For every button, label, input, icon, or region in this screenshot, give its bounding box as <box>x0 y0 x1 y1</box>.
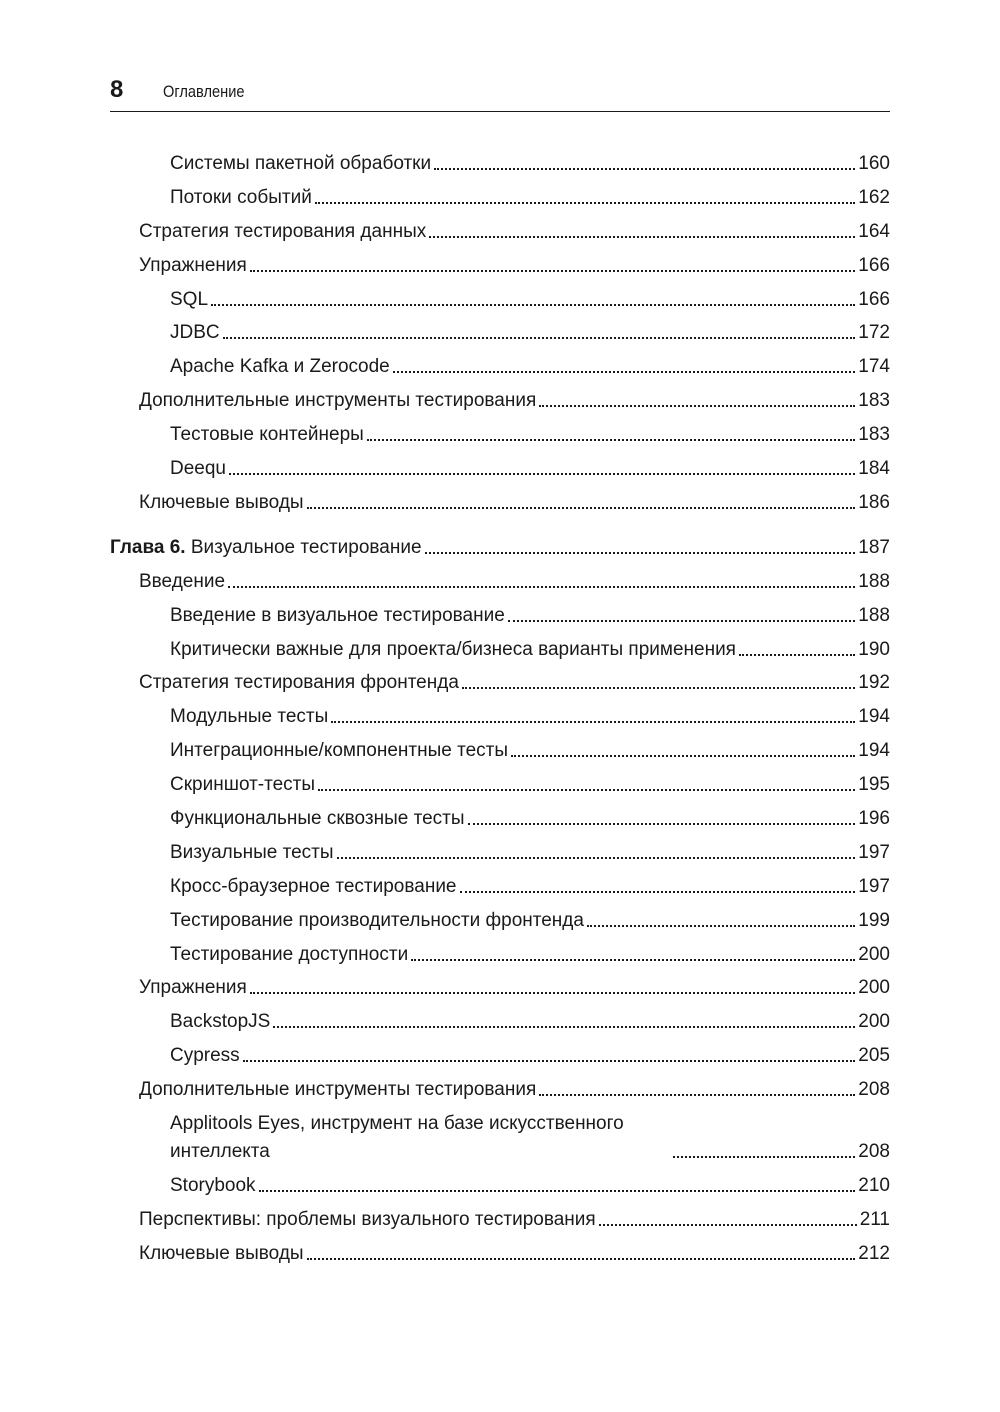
toc-entry-title: Дополнительные инструменты тестирования <box>139 390 537 412</box>
toc-entry-title: Критически важные для проекта/бизнеса варианты применения <box>170 638 736 660</box>
dot-leader <box>229 473 855 475</box>
toc-entry-title: Applitools Eyes, инструмент на базе искусственного интеллекта <box>170 1113 624 1162</box>
toc-page-number: 160 <box>858 153 890 174</box>
toc-page-number: 184 <box>858 458 890 480</box>
dot-leader <box>228 586 855 588</box>
toc-entry[interactable] <box>110 252 890 279</box>
toc-entry-title <box>110 534 422 561</box>
toc-page-number: 166 <box>858 254 890 276</box>
toc-entry[interactable] <box>110 319 890 346</box>
toc-page-number: 188 <box>858 570 890 592</box>
toc-entry-title: Упражнения <box>139 977 247 999</box>
toc-entry-title: JDBC <box>170 322 220 344</box>
table-of-contents <box>110 150 890 1274</box>
dot-leader <box>599 1224 857 1226</box>
toc-entry[interactable] <box>110 1110 890 1165</box>
dot-leader <box>367 439 856 441</box>
dot-leader <box>462 687 855 689</box>
toc-page-number: 199 <box>858 909 890 931</box>
dot-leader <box>250 270 855 272</box>
toc-page-number: 196 <box>858 808 890 830</box>
toc-entry[interactable] <box>110 737 890 764</box>
toc-page-number: 205 <box>858 1045 890 1067</box>
toc-page-number: 197 <box>858 841 890 863</box>
dot-leader <box>425 552 856 554</box>
toc-page-number: 187 <box>858 536 890 558</box>
toc-entry[interactable] <box>110 941 890 968</box>
dot-leader <box>337 857 856 859</box>
toc-entry[interactable] <box>110 1042 890 1069</box>
toc-entry[interactable] <box>110 1206 890 1233</box>
toc-entry-title: Тестовые контейнеры <box>170 424 364 446</box>
toc-entry-title: Тестирование доступности <box>170 943 409 965</box>
toc-page-number: 183 <box>858 424 890 446</box>
toc-page-number: 190 <box>858 638 890 660</box>
dot-leader <box>539 1094 855 1096</box>
dot-leader <box>587 925 855 927</box>
toc-entry[interactable] <box>110 150 890 177</box>
dot-leader <box>223 337 856 339</box>
toc-entry[interactable] <box>110 387 890 414</box>
toc-entry[interactable] <box>110 353 890 380</box>
toc-entry[interactable] <box>110 489 890 516</box>
toc-page-number: 194 <box>858 706 890 728</box>
toc-entry-title: Дополнительные инструменты тестирования <box>139 1079 537 1101</box>
running-title: Оглавление <box>163 82 245 101</box>
toc-page-number: 212 <box>858 1242 890 1264</box>
toc-entry-title: Введение <box>139 570 226 592</box>
toc-page-number: 208 <box>858 1140 890 1162</box>
toc-entry-title: Интеграционные/компонентные тесты <box>170 740 508 762</box>
dot-leader <box>460 891 856 893</box>
dot-leader <box>318 789 855 791</box>
toc-entry-title: Ключевые выводы <box>139 1242 304 1264</box>
toc-entry[interactable] <box>110 1008 890 1035</box>
dot-leader <box>539 405 855 407</box>
toc-entry-title: Потоки событий <box>170 186 312 208</box>
toc-entry[interactable] <box>110 703 890 730</box>
toc-entry-title: Упражнения <box>139 254 247 276</box>
dot-leader <box>211 304 855 306</box>
toc-page-number: 208 <box>858 1079 890 1101</box>
dot-leader <box>243 1060 856 1062</box>
toc-page-number: 195 <box>858 774 890 796</box>
toc-page-number: 200 <box>858 1011 890 1033</box>
toc-entry[interactable] <box>110 907 890 934</box>
page-number: 8 <box>110 76 124 103</box>
toc-entry-title: Deequ <box>170 458 226 480</box>
toc-page-number: 194 <box>858 740 890 762</box>
toc-entry[interactable] <box>110 455 890 482</box>
toc-entry-title: Тестирование производительности фронтенда <box>170 909 584 931</box>
toc-entry-title: Скриншот-тесты <box>170 774 316 796</box>
dot-leader <box>393 371 856 373</box>
toc-page-number: 172 <box>858 322 890 344</box>
toc-entry[interactable] <box>110 286 890 313</box>
chapter-label: Глава 6. <box>110 536 186 558</box>
dot-leader <box>307 1258 856 1260</box>
dot-leader <box>468 823 856 825</box>
toc-page-number: 200 <box>858 943 890 965</box>
toc-entry[interactable] <box>110 568 890 595</box>
toc-entry[interactable] <box>110 805 890 832</box>
dot-leader <box>673 1156 855 1158</box>
dot-leader <box>315 202 855 204</box>
toc-page-number: 188 <box>858 604 890 626</box>
toc-entry-title: Визуальные тесты <box>170 841 334 863</box>
toc-entry[interactable] <box>110 669 890 696</box>
toc-entry-title: Стратегия тестирования фронтенда <box>139 672 459 694</box>
toc-entry[interactable] <box>110 421 890 448</box>
dot-leader <box>411 959 855 961</box>
toc-entry[interactable] <box>110 602 890 629</box>
toc-chapter-entry[interactable] <box>110 534 890 561</box>
toc-page-number: 174 <box>858 356 890 378</box>
toc-entry-title: Функциональные сквозные тесты <box>170 808 465 830</box>
dot-leader <box>434 168 855 170</box>
dot-leader <box>511 755 855 757</box>
toc-entry[interactable] <box>110 1240 890 1267</box>
toc-entry-title: Перспективы: проблемы визуального тестирования <box>139 1208 596 1230</box>
toc-entry[interactable] <box>110 636 890 663</box>
toc-page-number: 210 <box>858 1174 890 1196</box>
toc-entry[interactable] <box>110 771 890 798</box>
dot-leader <box>273 1026 855 1028</box>
toc-page-number: 186 <box>858 491 890 513</box>
toc-entry-title: SQL <box>170 288 209 310</box>
toc-page-number: 200 <box>858 977 890 999</box>
dot-leader <box>508 620 856 622</box>
toc-entry-title: Cypress <box>170 1045 240 1067</box>
toc-entry[interactable] <box>110 1076 890 1103</box>
toc-entry-title: Модульные тесты <box>170 706 329 728</box>
toc-entry[interactable] <box>110 839 890 866</box>
toc-entry-title: Кросс-браузерное тестирование <box>170 875 457 897</box>
toc-entry[interactable] <box>110 218 890 245</box>
toc-page-number: 197 <box>858 875 890 897</box>
toc-entry-title: Стратегия тестирования данных <box>139 220 427 242</box>
toc-entry[interactable] <box>110 1172 890 1199</box>
running-header <box>110 74 890 112</box>
dot-leader <box>250 992 855 994</box>
toc-entry-title: Ключевые выводы <box>139 491 304 513</box>
toc-page-number: 211 <box>859 1208 890 1230</box>
dot-leader <box>739 654 855 656</box>
toc-page-number: 166 <box>858 288 890 310</box>
dot-leader <box>331 721 855 723</box>
toc-page-number: 164 <box>858 220 890 242</box>
toc-page-number: 162 <box>858 186 890 208</box>
toc-entry-title: Системы пакетной обработки <box>170 153 432 174</box>
toc-entry[interactable] <box>110 873 890 900</box>
dot-leader <box>307 507 856 509</box>
toc-entry-title: Storybook <box>170 1174 256 1196</box>
toc-entry-title: Введение в визуальное тестирование <box>170 604 505 626</box>
chapter-title: Визуальное тестирование <box>190 536 422 558</box>
toc-entry[interactable] <box>110 974 890 1001</box>
toc-entry[interactable] <box>110 184 890 211</box>
toc-page-number: 183 <box>858 390 890 412</box>
toc-page-number: 192 <box>858 672 890 694</box>
toc-entry-title: Apache Kafka и Zerocode <box>170 356 390 378</box>
dot-leader <box>259 1190 856 1192</box>
toc-entry-title: BackstopJS <box>170 1011 271 1033</box>
dot-leader <box>429 236 855 238</box>
